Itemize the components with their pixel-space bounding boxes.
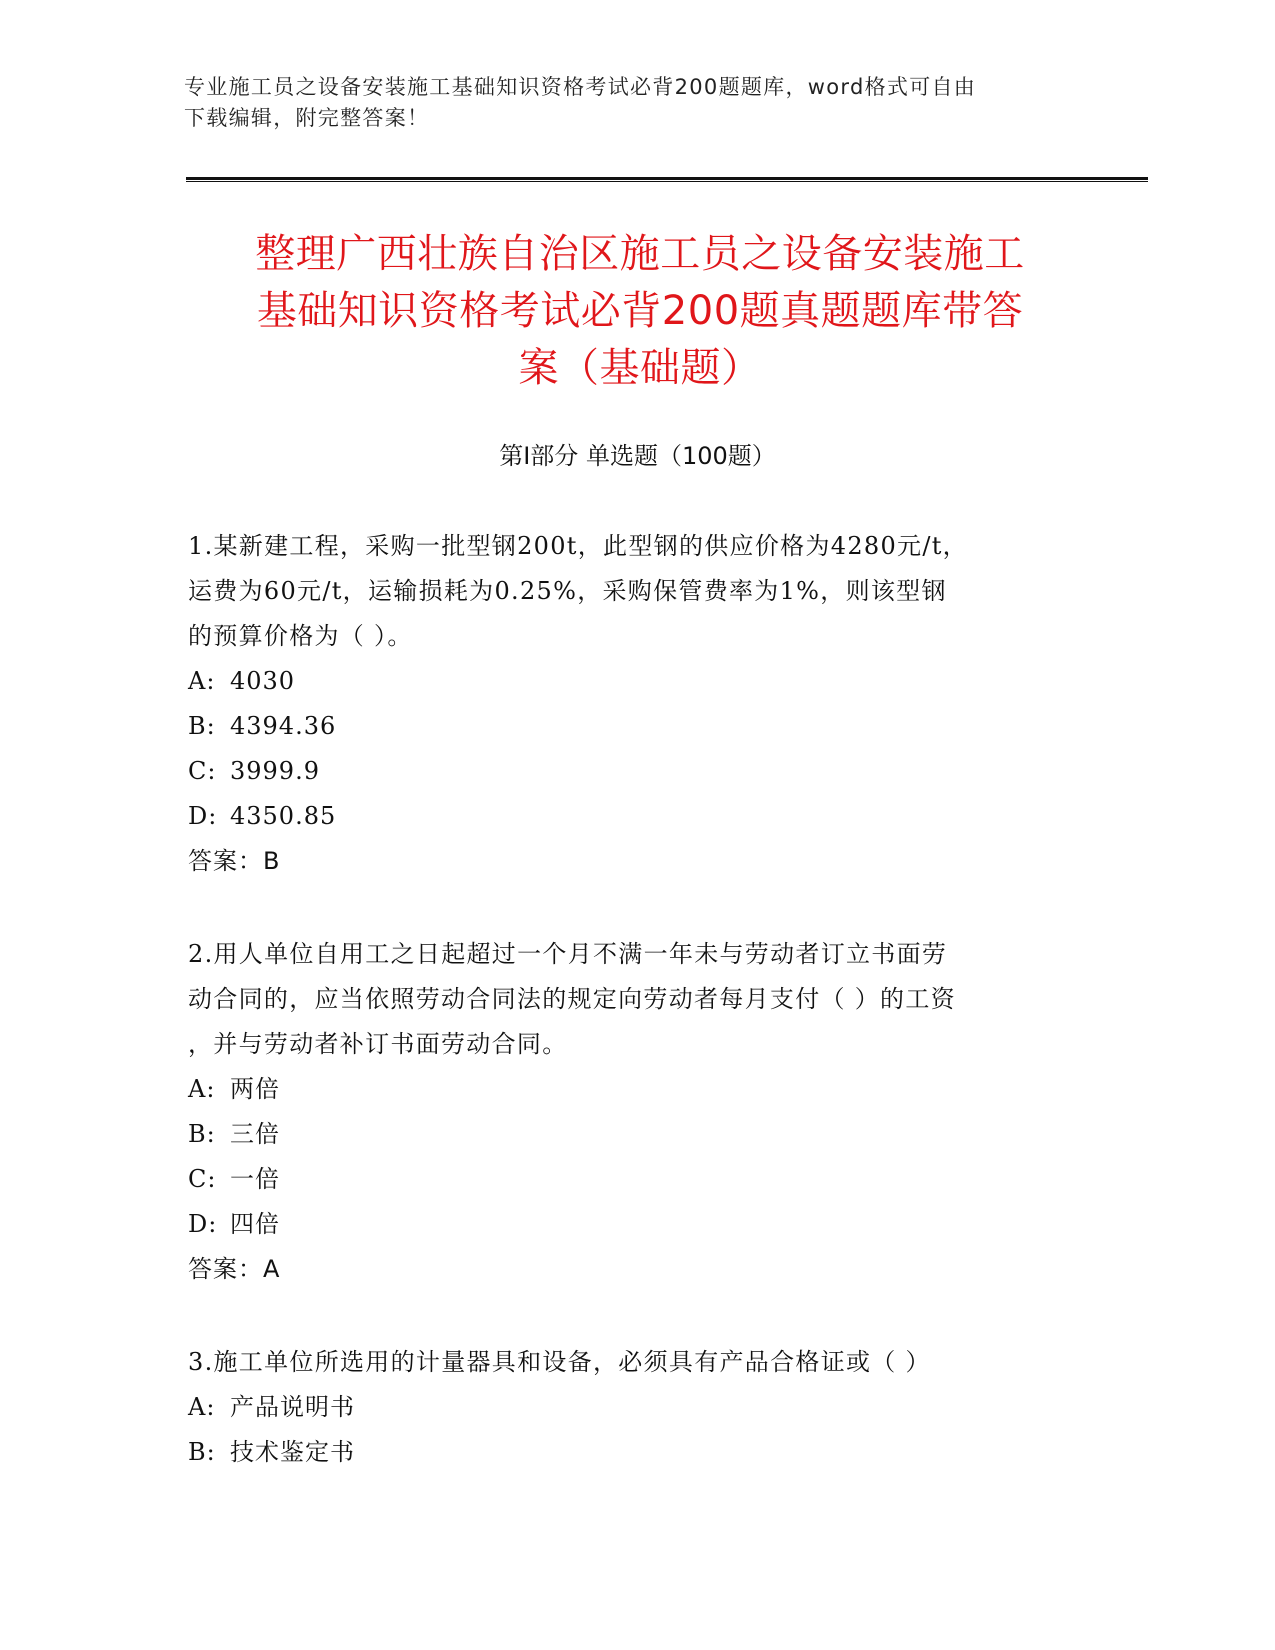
question-1 (188, 524, 1088, 884)
option-c (188, 749, 1088, 794)
question-2 (188, 932, 1088, 1292)
answer-line: 答案：A (188, 1255, 281, 1283)
option-text: 产品说明书 (230, 1393, 355, 1421)
option-b (188, 704, 1088, 749)
option-letter: A: (188, 667, 216, 695)
option-letter: D: (188, 802, 218, 830)
question-stem: 3.施工单位所选用的计量器具和设备，必须具有产品合格证或（ ） (188, 1348, 931, 1376)
option-text: 两倍 (230, 1075, 280, 1103)
option-a (188, 659, 1088, 704)
option-letter: C: (188, 757, 217, 785)
option-a (188, 1067, 1088, 1112)
option-d (188, 1202, 1088, 1247)
question-stem: 2.用人单位自用工之日起超过一个月不满一年未与劳动者订立书面劳 动合同的，应当依照劳动合同法的规定向劳动者每月支付（ ）的工资 ，并与劳动者补订书面劳动合同。 (188, 940, 956, 1058)
option-letter: B: (188, 1438, 216, 1466)
answer-line: 答案：B (188, 847, 281, 875)
option-letter: A: (188, 1075, 216, 1103)
header-note: 专业施工员之设备安装施工基础知识资格考试必背200题题库，word格式可自由 下载编辑，附完整答案！ (184, 75, 977, 130)
option-b (188, 1112, 1088, 1157)
option-letter: C: (188, 1165, 217, 1193)
question-stem: 1.某新建工程，采购一批型钢200t，此型钢的供应价格为4280元/t， 运费为60元/t，运输损耗为0.25%，采购保管费率为1%，则该型钢 的预算价格为（ ）。 (188, 532, 968, 650)
option-c (188, 1157, 1088, 1202)
option-text: 3999.9 (230, 757, 320, 785)
option-d (188, 794, 1088, 839)
option-text: 4394.36 (230, 712, 337, 740)
option-text: 一倍 (230, 1165, 280, 1193)
option-text: 技术鉴定书 (230, 1438, 355, 1466)
option-b (188, 1430, 1088, 1475)
option-letter: D: (188, 1210, 218, 1238)
document-title: 整理广西壮族自治区施工员之设备安装施工 基础知识资格考试必背200题真题题库带答 案（基础题） (255, 231, 1025, 391)
header-divider (186, 177, 1148, 182)
question-3 (188, 1340, 1088, 1475)
option-letter: B: (188, 1120, 216, 1148)
option-letter: B: (188, 712, 216, 740)
option-text: 4030 (230, 667, 296, 695)
option-text: 三倍 (230, 1120, 280, 1148)
option-text: 四倍 (230, 1210, 280, 1238)
section-title: 第I部分 单选题（100题） (499, 442, 776, 470)
option-letter: A: (188, 1393, 216, 1421)
option-text: 4350.85 (230, 802, 337, 830)
option-a (188, 1385, 1088, 1430)
